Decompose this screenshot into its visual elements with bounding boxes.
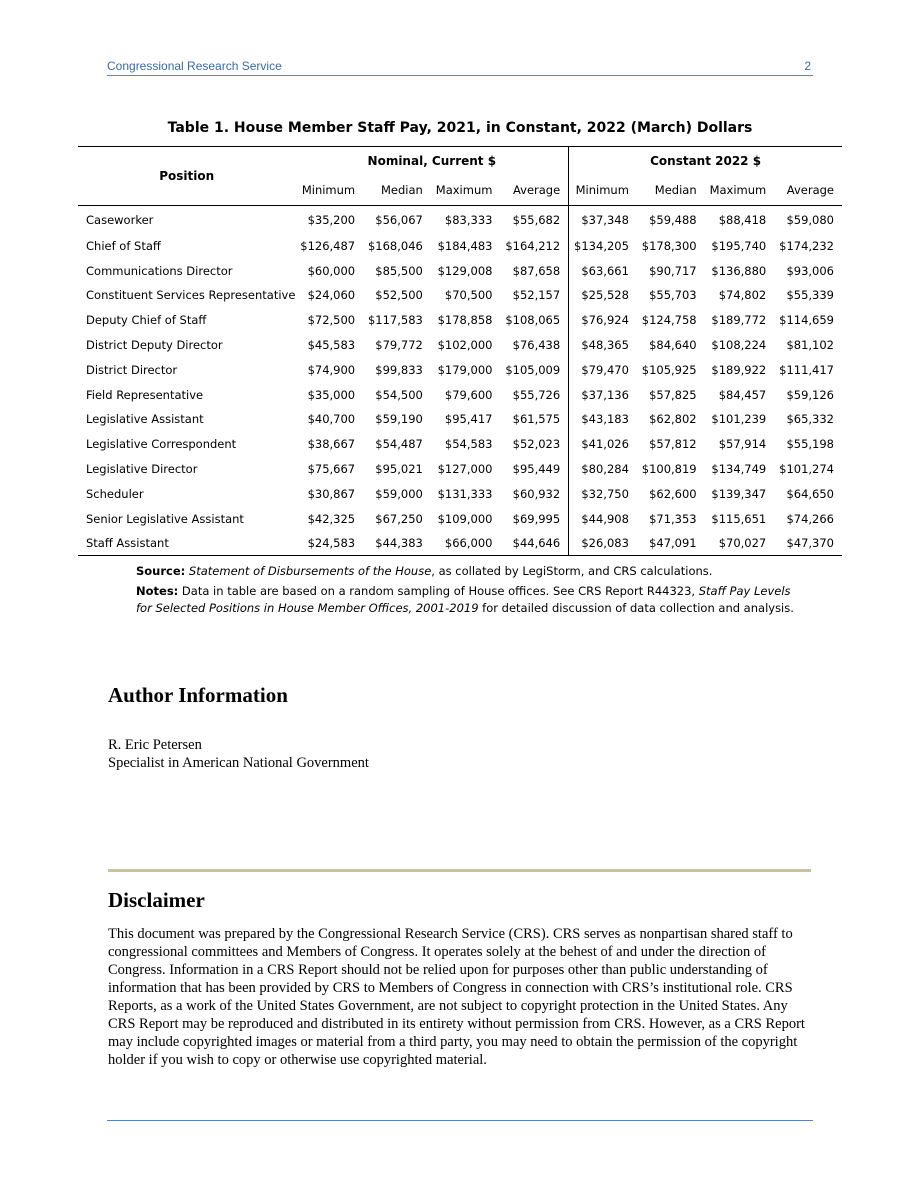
value-cell: $52,157 bbox=[512, 288, 561, 303]
author-name: R. Eric Petersen bbox=[108, 737, 202, 753]
value-cell: $65,332 bbox=[786, 412, 834, 427]
value-cell: $24,060 bbox=[307, 288, 356, 303]
value-cell: $95,449 bbox=[512, 462, 561, 477]
value-cell: $101,239 bbox=[711, 412, 767, 427]
value-cell: $67,250 bbox=[375, 511, 423, 526]
notes-rest: for detailed discussion of data collection and analysis. bbox=[478, 601, 794, 615]
value-cell: $48,365 bbox=[569, 333, 637, 358]
value-cell: $44,646 bbox=[512, 536, 561, 551]
value-cell: $178,300 bbox=[641, 238, 697, 253]
value-cell: $108,224 bbox=[711, 338, 767, 353]
value-cell: $64,650 bbox=[786, 486, 834, 501]
table-row bbox=[78, 258, 842, 283]
value-cell: $136,880 bbox=[711, 263, 767, 278]
col-header: Median bbox=[654, 183, 697, 197]
value-cell: $57,825 bbox=[649, 387, 697, 402]
position-cell: District Deputy Director bbox=[86, 338, 223, 353]
value-cell: $195,740 bbox=[711, 238, 767, 253]
value-cell: $84,457 bbox=[718, 387, 767, 402]
value-cell: $30,867 bbox=[307, 486, 356, 501]
value-cell: $52,500 bbox=[375, 288, 423, 303]
author-title: Specialist in American National Government bbox=[108, 755, 369, 771]
value-cell: $174,232 bbox=[779, 238, 834, 253]
position-header: Position bbox=[159, 169, 215, 183]
value-cell: $115,651 bbox=[711, 511, 767, 526]
value-cell: $57,914 bbox=[718, 437, 767, 452]
value-cell: $25,528 bbox=[569, 283, 637, 308]
value-cell: $59,190 bbox=[375, 412, 423, 427]
value-cell: $134,205 bbox=[569, 234, 637, 259]
table-row bbox=[78, 206, 842, 234]
value-cell: $59,126 bbox=[786, 387, 834, 402]
value-cell: $35,200 bbox=[307, 212, 356, 227]
source-label: Source: bbox=[136, 564, 186, 578]
value-cell: $179,000 bbox=[437, 362, 493, 377]
group-nominal-header: Nominal, Current $ bbox=[367, 154, 497, 168]
position-cell: Senior Legislative Assistant bbox=[86, 511, 244, 526]
position-cell: Caseworker bbox=[86, 212, 154, 227]
header-org: Congressional Research Service bbox=[107, 59, 282, 73]
author-heading: Author Information bbox=[108, 683, 288, 707]
value-cell: $90,717 bbox=[649, 263, 697, 278]
value-cell: $41,026 bbox=[569, 432, 637, 457]
col-header: Average bbox=[786, 183, 834, 197]
table-row bbox=[78, 283, 842, 308]
value-cell: $76,924 bbox=[569, 308, 637, 333]
value-cell: $74,266 bbox=[786, 511, 834, 526]
table-row bbox=[78, 481, 842, 506]
value-cell: $129,008 bbox=[437, 263, 493, 278]
position-cell: Scheduler bbox=[86, 486, 144, 501]
col-header: Average bbox=[512, 183, 561, 197]
col-header: Minimum bbox=[301, 183, 356, 197]
position-cell: Legislative Assistant bbox=[86, 412, 204, 427]
value-cell: $37,348 bbox=[569, 206, 637, 234]
col-header: Minimum bbox=[569, 175, 637, 206]
value-cell: $100,819 bbox=[641, 462, 697, 477]
value-cell: $26,083 bbox=[569, 531, 637, 556]
value-cell: $79,600 bbox=[444, 387, 493, 402]
value-cell: $93,006 bbox=[786, 263, 834, 278]
position-cell: Field Representative bbox=[86, 387, 204, 402]
value-cell: $74,900 bbox=[307, 362, 356, 377]
position-cell: Communications Director bbox=[86, 263, 233, 278]
value-cell: $95,021 bbox=[375, 462, 423, 477]
value-cell: $95,417 bbox=[444, 412, 493, 427]
col-header: Maximum bbox=[435, 183, 493, 197]
position-cell: Chief of Staff bbox=[86, 238, 161, 253]
position-cell: Legislative Correspondent bbox=[86, 437, 237, 452]
position-cell: Staff Assistant bbox=[86, 536, 169, 551]
value-cell: $184,483 bbox=[437, 238, 493, 253]
value-cell: $24,583 bbox=[307, 536, 356, 551]
value-cell: $38,667 bbox=[307, 437, 356, 452]
table-notes bbox=[136, 563, 806, 620]
source-rest: , as collated by LegiStorm, and CRS calculations. bbox=[431, 564, 713, 578]
value-cell: $60,932 bbox=[512, 486, 561, 501]
section-divider bbox=[108, 869, 811, 872]
notes-note bbox=[136, 583, 806, 617]
table-row bbox=[78, 357, 842, 382]
footer-divider bbox=[107, 1120, 813, 1121]
value-cell: $108,065 bbox=[505, 313, 561, 328]
value-cell: $87,658 bbox=[512, 263, 561, 278]
value-cell: $189,922 bbox=[711, 362, 767, 377]
value-cell: $139,347 bbox=[711, 486, 767, 501]
value-cell: $88,418 bbox=[718, 212, 767, 227]
value-cell: $189,772 bbox=[711, 313, 767, 328]
value-cell: $134,749 bbox=[711, 462, 767, 477]
value-cell: $60,000 bbox=[307, 263, 356, 278]
value-cell: $178,858 bbox=[437, 313, 493, 328]
value-cell: $62,802 bbox=[649, 412, 697, 427]
col-header: Maximum bbox=[709, 183, 767, 197]
value-cell: $84,640 bbox=[649, 338, 697, 353]
position-cell: Constituent Services Representative bbox=[86, 288, 296, 303]
value-cell: $47,091 bbox=[649, 536, 697, 551]
value-cell: $127,000 bbox=[437, 462, 493, 477]
notes-italic: Staff Pay Levels for Selected Positions in House Member Offices, 2001-2019 bbox=[136, 584, 791, 615]
value-cell: $85,500 bbox=[375, 263, 423, 278]
value-cell: $99,833 bbox=[375, 362, 423, 377]
page-header bbox=[107, 57, 813, 76]
value-cell: $70,500 bbox=[444, 288, 493, 303]
value-cell: $102,000 bbox=[437, 338, 493, 353]
value-cell: $59,080 bbox=[786, 212, 834, 227]
author-block bbox=[108, 736, 369, 772]
source-note bbox=[136, 563, 806, 580]
value-cell: $124,758 bbox=[641, 313, 697, 328]
value-cell: $35,000 bbox=[307, 387, 356, 402]
value-cell: $59,000 bbox=[375, 486, 423, 501]
value-cell: $131,333 bbox=[437, 486, 493, 501]
value-cell: $55,198 bbox=[786, 437, 834, 452]
table-row bbox=[78, 234, 842, 259]
value-cell: $54,500 bbox=[375, 387, 423, 402]
page-number: 2 bbox=[804, 59, 811, 73]
table-row bbox=[78, 382, 842, 407]
position-cell: Deputy Chief of Staff bbox=[86, 313, 207, 328]
table-row bbox=[78, 333, 842, 358]
table-row bbox=[78, 308, 842, 333]
value-cell: $109,000 bbox=[437, 511, 493, 526]
value-cell: $54,583 bbox=[444, 437, 493, 452]
value-cell: $44,383 bbox=[375, 536, 423, 551]
table-title: Table 1. House Member Staff Pay, 2021, in Constant, 2022 (March) Dollars bbox=[167, 120, 753, 136]
col-header: Median bbox=[381, 183, 423, 197]
value-cell: $42,325 bbox=[307, 511, 356, 526]
value-cell: $37,136 bbox=[569, 382, 637, 407]
disclaimer-text: This document was prepared by the Congressional Research Service (CRS). CRS serves as nonpartisan shared staff to congressional committees and Members of Congress. It operates solely at the behest of and under the direction of Congress. Information in a CRS Report should not be relied upon for purposes other than public understanding of information that has been provided by CRS to Members of Congress in connection with CRS’s institutional role. CRS Reports, as a work of the United States Government, are not subject to copyright protection in the United States. Any CRS Report may be reproduced and distributed in its entirety without permission from CRS. However, as a CRS Report may include copyrighted images or material from a third party, you may need to obtain the permission of the copyright holder if you wish to copy or otherwise use copyrighted material. bbox=[108, 926, 805, 1068]
value-cell: $70,027 bbox=[718, 536, 767, 551]
value-cell: $83,333 bbox=[444, 212, 493, 227]
table-row bbox=[78, 531, 842, 556]
table-row bbox=[78, 432, 842, 457]
value-cell: $76,438 bbox=[512, 338, 561, 353]
table-body bbox=[78, 206, 842, 556]
value-cell: $55,339 bbox=[786, 288, 834, 303]
value-cell: $43,183 bbox=[569, 407, 637, 432]
value-cell: $80,284 bbox=[569, 457, 637, 482]
value-cell: $63,661 bbox=[569, 258, 637, 283]
value-cell: $52,023 bbox=[512, 437, 561, 452]
value-cell: $57,812 bbox=[649, 437, 697, 452]
group-constant-header: Constant 2022 $ bbox=[569, 147, 842, 176]
table-row bbox=[78, 457, 842, 482]
value-cell: $69,995 bbox=[512, 511, 561, 526]
value-cell: $47,370 bbox=[786, 536, 834, 551]
value-cell: $55,682 bbox=[512, 212, 561, 227]
value-cell: $72,500 bbox=[307, 313, 356, 328]
notes-label: Notes: bbox=[136, 584, 179, 598]
value-cell: $105,925 bbox=[641, 362, 697, 377]
value-cell: $164,212 bbox=[505, 238, 561, 253]
value-cell: $55,726 bbox=[512, 387, 561, 402]
value-cell: $75,667 bbox=[307, 462, 356, 477]
value-cell: $66,000 bbox=[444, 536, 493, 551]
value-cell: $61,575 bbox=[512, 412, 561, 427]
table-row bbox=[78, 407, 842, 432]
value-cell: $101,274 bbox=[779, 462, 834, 477]
notes-text: Data in table are based on a random sampling of House offices. See CRS Report R44323, bbox=[178, 584, 699, 598]
value-cell: $55,703 bbox=[649, 288, 697, 303]
value-cell: $44,908 bbox=[569, 506, 637, 531]
value-cell: $168,046 bbox=[367, 238, 423, 253]
value-cell: $40,700 bbox=[307, 412, 356, 427]
value-cell: $105,009 bbox=[505, 362, 561, 377]
value-cell: $79,470 bbox=[569, 357, 637, 382]
source-italic: Statement of Disbursements of the House bbox=[188, 564, 432, 578]
value-cell: $45,583 bbox=[307, 338, 356, 353]
value-cell: $114,659 bbox=[779, 313, 834, 328]
position-cell: Legislative Director bbox=[86, 462, 198, 477]
value-cell: $71,353 bbox=[649, 511, 697, 526]
value-cell: $117,583 bbox=[367, 313, 423, 328]
value-cell: $56,067 bbox=[375, 212, 423, 227]
value-cell: $59,488 bbox=[649, 212, 697, 227]
value-cell: $79,772 bbox=[375, 338, 423, 353]
value-cell: $81,102 bbox=[786, 338, 834, 353]
value-cell: $62,600 bbox=[649, 486, 697, 501]
disclaimer-heading: Disclaimer bbox=[108, 888, 205, 912]
table-row bbox=[78, 506, 842, 531]
value-cell: $54,487 bbox=[375, 437, 423, 452]
value-cell: $111,417 bbox=[779, 362, 834, 377]
staff-pay-table bbox=[78, 146, 842, 556]
position-cell: District Director bbox=[86, 362, 178, 377]
value-cell: $32,750 bbox=[569, 481, 637, 506]
value-cell: $74,802 bbox=[718, 288, 767, 303]
value-cell: $126,487 bbox=[300, 238, 356, 253]
